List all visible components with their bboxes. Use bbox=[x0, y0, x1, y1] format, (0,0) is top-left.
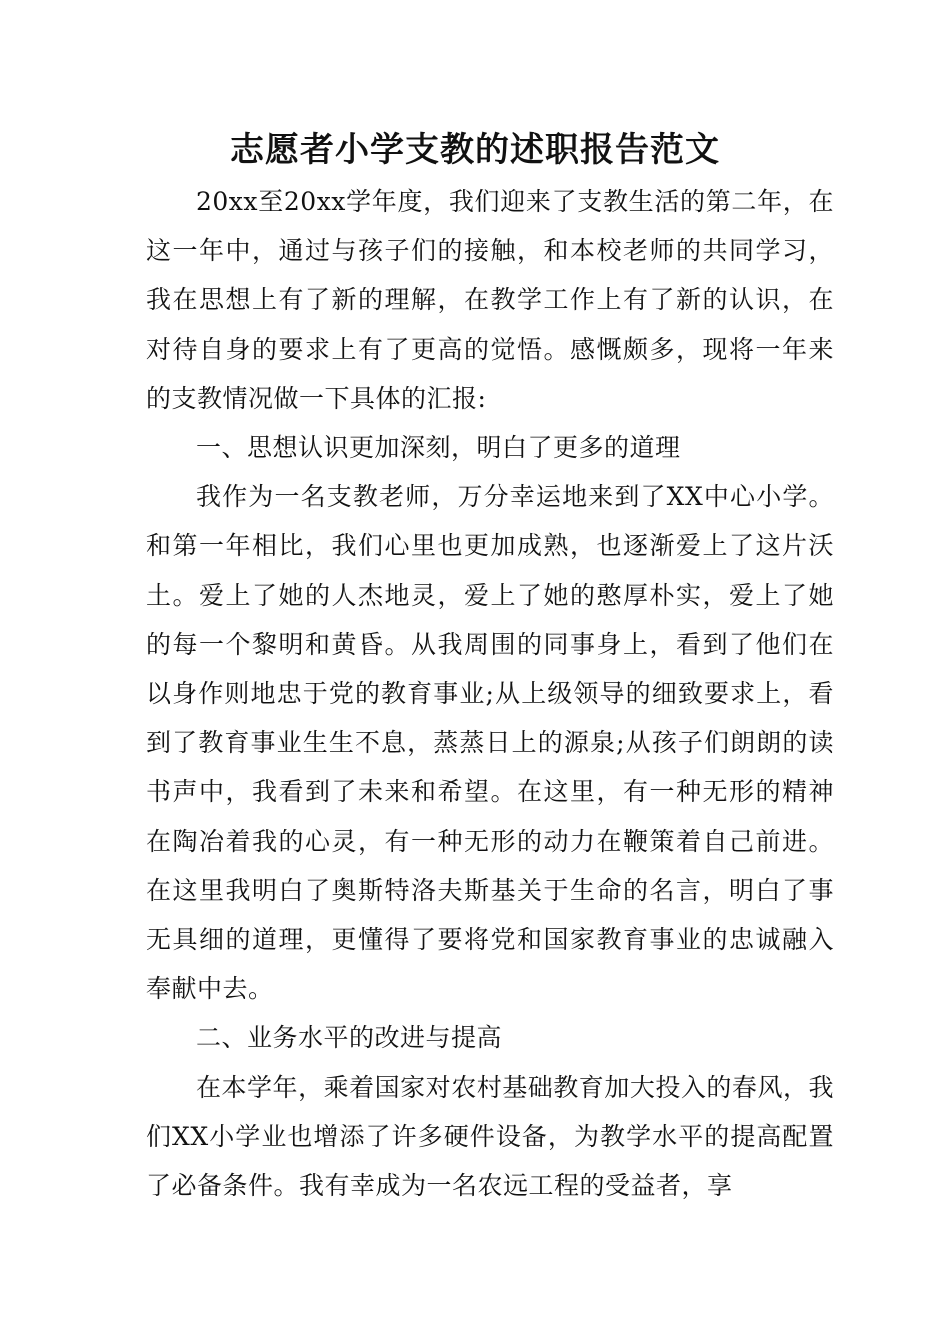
section-heading-1: 一、思想认识更加深刻，明白了更多的道理 bbox=[196, 433, 681, 463]
paragraph-intro: 20xx至20xx学年度，我们迎来了支教生活的第二年，在这一年中，通过与孩子们的接触，和本校老师的共同学习，我在思想上有了新的理解，在教学工作上有了新的认识，在对待自身的要求上有了更高的觉悟。感慨颇多，现将一年来的支教情况做一下具体的汇报: bbox=[146, 187, 834, 413]
document-body bbox=[146, 177, 834, 1210]
document-title: 志愿者小学支教的述职报告范文 bbox=[230, 130, 720, 170]
paragraph-section-1: 我作为一名支教老师，万分幸运地来到了XX中心小学。和第一年相比，我们心里也更加成熟，也逐渐爱上了这片沃土。爱上了她的人杰地灵，爱上了她的憨厚朴实，爱上了她的每一个黎明和黄昏。从我周围的同事身上，看到了他们在以身作则地忠于党的教育事业;从上级领导的细致要求上，看到了教育事业生生不息，蒸蒸日上的源泉;从孩子们朗朗的读书声中，我看到了未来和希望。在这里，有一种无形的精神在陶冶着我的心灵，有一种无形的动力在鞭策着自己前进。在这里我明白了奥斯特洛夫斯基关于生命的名言，明白了事无具细的道理，更懂得了要将党和国家教育事业的忠诚融入奉献中去。 bbox=[146, 482, 834, 1004]
section-heading-2: 二、业务水平的改进与提高 bbox=[196, 1023, 503, 1053]
paragraph-section-2: 在本学年，乘着国家对农村基础教育加大投入的春风，我们XX小学业也增添了许多硬件设备，为教学水平的提高配置了必备条件。我有幸成为一名农远工程的受益者，享 bbox=[146, 1072, 834, 1201]
